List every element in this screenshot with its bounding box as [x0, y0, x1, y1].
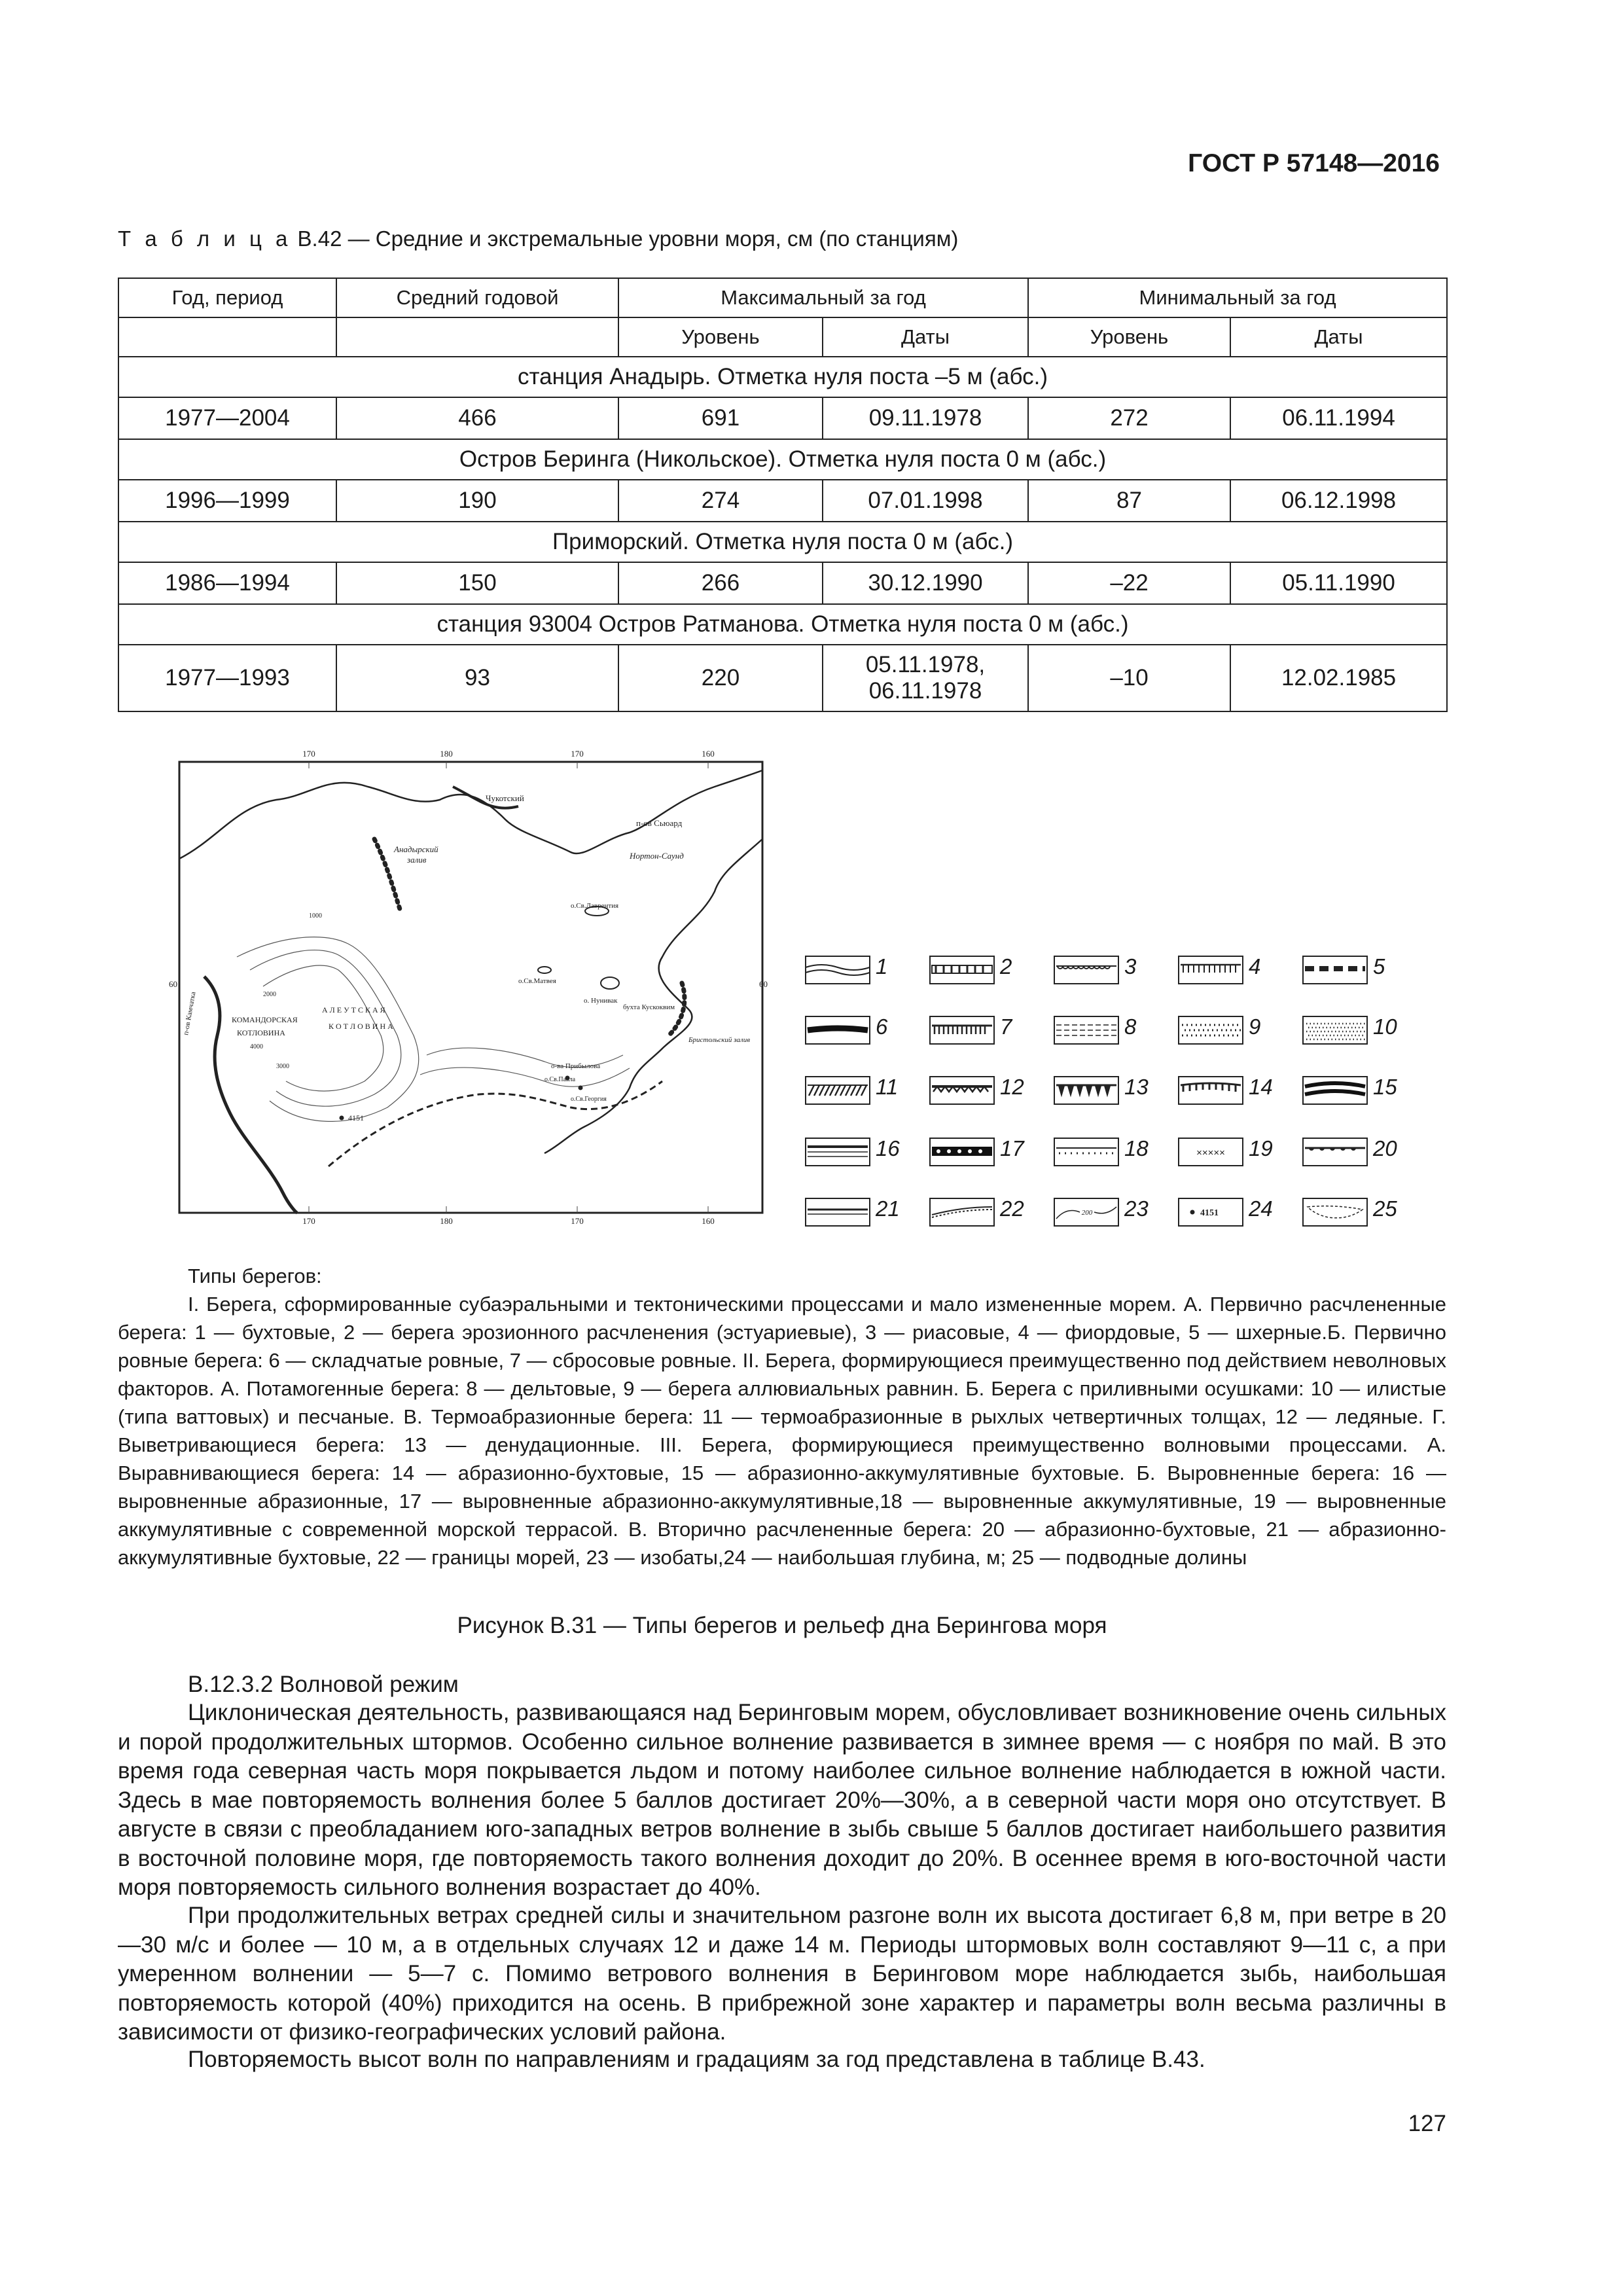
map-label: 4151 [348, 1113, 364, 1122]
legend-number: 3 [1124, 954, 1137, 978]
max-depth-marker [340, 1116, 344, 1120]
legend-number: 19 [1249, 1136, 1273, 1160]
cell-min-date: 06.12.1998 [1230, 480, 1447, 522]
legend-item [929, 949, 1054, 988]
cell-mean: 150 [336, 562, 618, 604]
nunivak-island [601, 977, 619, 989]
legend-number: 22 [1000, 1196, 1024, 1221]
legend-item [1054, 1131, 1178, 1170]
legend-number: 21 [876, 1196, 900, 1221]
cell-max-level: 220 [618, 645, 823, 711]
page-number: 127 [1408, 2111, 1446, 2136]
map-label: КОМАНДОРСКАЯ [232, 1015, 298, 1024]
map-label: Нортон-Саунд [630, 851, 684, 861]
header-mean: Средний годовой [336, 278, 618, 317]
cell-period: 1977—1993 [118, 645, 336, 711]
legend-symbol-11 [805, 1076, 870, 1105]
legend-item [1302, 949, 1427, 988]
legend-item [1054, 1009, 1178, 1049]
legend-number: 8 [1124, 1014, 1137, 1039]
legend-symbol-24 [1178, 1198, 1243, 1227]
legend-symbol-8 [1054, 1016, 1119, 1045]
legend-item [805, 1131, 929, 1170]
lon-label: 180 [440, 1216, 453, 1226]
table-header-row [118, 278, 1447, 317]
document-header: ГОСТ Р 57148—2016 [1188, 149, 1440, 177]
cell-max-date-line: 05.11.1978, [865, 652, 986, 677]
legend-item [1178, 1009, 1302, 1049]
cell-max-level: 274 [618, 480, 823, 522]
legend-number: 20 [1373, 1136, 1397, 1160]
isobath-label: 1000 [309, 912, 322, 920]
legend-symbol-1 [805, 956, 870, 984]
subheader-max-level: Уровень [618, 317, 823, 357]
map-label: о.Св.Павла [544, 1076, 576, 1083]
station-title: станция 93004 Остров Ратманова. Отметка нуля поста 0 м (абс.) [118, 604, 1447, 645]
legend-symbol-17 [929, 1138, 995, 1166]
sea-level-table [118, 278, 1448, 712]
coast-types-title: Типы берегов: [188, 1265, 322, 1287]
map-frame [179, 762, 762, 1213]
isobaths [237, 937, 630, 1122]
lon-label: 170 [302, 1216, 315, 1226]
table-subheader-row [118, 317, 1447, 357]
table-row [118, 480, 1447, 522]
lon-label: 170 [571, 1216, 584, 1226]
legend-item [1178, 1191, 1302, 1230]
legend-item [1054, 949, 1178, 988]
isobath-label: 2000 [263, 991, 276, 998]
legend-symbol-14 [1178, 1076, 1243, 1105]
cell-max-date: 07.01.1998 [823, 480, 1028, 522]
lat-label: 60 [759, 979, 768, 989]
legend-number: 7 [1000, 1014, 1012, 1039]
legend-number: 16 [876, 1136, 900, 1160]
map-legend [805, 949, 1459, 1237]
subheader-max-dates: Даты [823, 317, 1028, 357]
legend-symbol-15 [1302, 1076, 1368, 1105]
lon-label: 160 [702, 1216, 715, 1226]
map-label: о-ва Прибылова [551, 1062, 601, 1070]
legend-item [805, 1069, 929, 1109]
table-caption-text: В.42 — Средние и экстремальные уровни моря, см (по станциям) [297, 226, 959, 251]
map-label: Бристольский залив [688, 1036, 750, 1044]
legend-symbol-5 [1302, 956, 1368, 984]
paragraph: При продолжительных ветрах средней силы и значительном разгоне волн их высота достигает 6,8 м, при ветре в 20—30 м/с и более — 10 м, а в отдельных случаях 12 и даже 14 м. Периоды штормовых волн составляют 9—11 с, а при умеренном волнении — 5—7 с. Помимо ветрового волнения в Беринговом море наблюдается зыбь, наибольшая повторяемость которой (40%) приходится на осень. В прибрежной зоне характер и параметры волн весьма различны в зависимости от физико-географических условий района. [118, 1903, 1446, 2045]
table-row [118, 562, 1447, 604]
header-period: Год, период [118, 278, 336, 317]
section-heading: В.12.3.2 Волновой режим [188, 1672, 459, 1697]
legend-symbol-18 [1054, 1138, 1119, 1166]
cell-min-date: 06.11.1994 [1230, 397, 1447, 439]
station-title: Остров Беринга (Никольское). Отметка нуля поста 0 м (абс.) [118, 439, 1447, 480]
map-label: бухта Кускоквим [623, 1003, 675, 1011]
kamchatka-coast [204, 977, 297, 1213]
station-title: Приморский. Отметка нуля поста 0 м (абс.) [118, 522, 1447, 562]
legend-number: 9 [1249, 1014, 1261, 1039]
table-caption [118, 226, 958, 251]
cell-max-level: 691 [618, 397, 823, 439]
legend-number: 5 [1373, 954, 1385, 978]
legend-symbol-21 [805, 1198, 870, 1227]
cell-mean: 466 [336, 397, 618, 439]
legend-symbol-20 [1302, 1138, 1368, 1166]
cell-min-level: –22 [1028, 562, 1230, 604]
svg-text:×××××: ××××× [1196, 1147, 1225, 1158]
st-george-island [579, 1086, 582, 1090]
legend-number: 6 [876, 1014, 888, 1039]
legend-number: 13 [1124, 1075, 1149, 1099]
matthew-island [538, 967, 551, 973]
legend-symbol-16 [805, 1138, 870, 1166]
lon-label: 180 [440, 749, 453, 759]
legend-symbol-19 [1178, 1138, 1243, 1166]
legend-item [1054, 1069, 1178, 1109]
legend-item [1302, 1009, 1427, 1049]
legend-item [1178, 1069, 1302, 1109]
map-label: Чукотский [486, 793, 524, 803]
legend-symbol-7 [929, 1016, 995, 1045]
legend-number: 4 [1249, 954, 1261, 978]
table-caption-prefix: Т а б л и ц а [118, 226, 292, 251]
legend-number: 2 [1000, 954, 1012, 978]
cell-period: 1977—2004 [118, 397, 336, 439]
legend-number: 15 [1373, 1075, 1397, 1099]
legend-number: 12 [1000, 1075, 1024, 1099]
paragraph: Повторяемость высот волн по направлениям и градациям за год представлена в таблице В.43. [188, 2047, 1205, 2072]
paragraph: Циклоническая деятельность, развивающаяся над Беринговым морем, обусловливает возникновение очень сильных и порой продолжительных штормов. Особенно сильное волнение развивается в зимнее время — с ноября по май. В это время года северная часть моря покрывается льдом и потому наиболее сильное волнение наблюдается в южной части. Здесь в мае повторяемость волнения более 5 баллов достигает 20%—30%, а в северной части моря оно отсутствует. В августе в связи с преобладанием юго-западных ветров волнение в зыбь свыше 5 баллов достигает наибольшего развития в восточной половине моря, где повторяемость такого волнения доходит до 20%. В осеннее время в юго-восточной части моря повторяемость сильного волнения возрастает до 40%. [118, 1700, 1446, 1900]
cell-min-date: 12.02.1985 [1230, 645, 1447, 711]
cell-min-level: 272 [1028, 397, 1230, 439]
map-label: А Л Е У Т С К А Я [322, 1005, 385, 1014]
legend-symbol-25 [1302, 1198, 1368, 1227]
coast-types-explanation [118, 1262, 1446, 1571]
legend-item [805, 1191, 929, 1230]
coast-types-body: I. Берега, сформированные субаэральными и тектоническими процессами и мало измененные морем. А. Первично расчлененные берега: 1 — бухтовые, 2 — берега эрозионного расчленения (эстуариевые), 3 — риасовые, 4 — фиордовые, 5 — шхерные.Б. Первично ровные берега: 6 — складчатые ровные, 7 — сбросовые ровные. II. Берега, формирующиеся преимущественно под действием неволновых факторов. А. Потамогенные берега: 8 — дельтовые, 9 — берега аллювиальных равнин. Б. Берега с приливными осушками: 10 — илистые (типа ваттовых) и песчаные. В. Термоабразионные берега: 11 — термоабразионные в рыхлых четвертичных толщах, 12 — ледяные. Г. Выветривающиеся берега: 13 — денудационные. III. Берега, формирующиеся преимущественно волновыми процессами. А. Выравнивающиеся берега: 14 — абразионно-бухтовые, 15 — абразионно-аккумулятивные бухтовые. Б. Выровненные берега: 16 — выровненные абразионные, 17 — выровненные абразионно-аккумулятивные,18 — выровненные аккумулятивные, 19 — выровненные аккумулятивные с современной морской террасой. В. Вторично расчлененные берега: 20 — абразионно-бухтовые, 21 — абразионно-аккумулятивные бухтовые, 22 — границы морей, 23 — изобаты,24 — наибольшая глубина, м; 25 — подводные долины [118, 1293, 1446, 1569]
bering-sea-map [169, 749, 768, 1226]
legend-number: 1 [876, 954, 888, 978]
map-label: п-ов Камчатка [182, 991, 198, 1036]
legend-item [929, 1009, 1054, 1049]
legend-number: 18 [1124, 1136, 1149, 1160]
legend-item [929, 1069, 1054, 1109]
legend-symbol-3 [1054, 956, 1119, 984]
legend-number: 14 [1249, 1075, 1273, 1099]
lon-label: 170 [571, 749, 584, 759]
table-row [118, 645, 1447, 711]
isobath-label: 3000 [276, 1063, 289, 1070]
legend-item [1178, 1131, 1302, 1170]
map-label: о.Св.Георгия [571, 1096, 607, 1103]
legend-item [1054, 1191, 1178, 1230]
map-label: о. Нунивак [584, 997, 618, 1005]
map-label: КОТЛОВИНА [237, 1028, 285, 1037]
legend-symbol-6 [805, 1016, 870, 1045]
legend-item [1302, 1069, 1427, 1109]
cell-mean: 93 [336, 645, 618, 711]
cell-max-date: 30.12.1990 [823, 562, 1028, 604]
legend-symbol-9 [1178, 1016, 1243, 1045]
svg-text:200: 200 [1081, 1209, 1093, 1217]
cell-min-date: 05.11.1990 [1230, 562, 1447, 604]
isobath-label: 4000 [250, 1043, 263, 1050]
lat-label: 60 [169, 979, 177, 989]
chukotka-coast [179, 770, 762, 859]
legend-item [805, 949, 929, 988]
legend-number: 17 [1000, 1136, 1024, 1160]
map-label: о.Св.Матвея [518, 977, 556, 985]
map-label: о.Св.Лаврентия [571, 902, 619, 910]
lon-label: 170 [302, 749, 315, 759]
legend-item [929, 1131, 1054, 1170]
cell-mean: 190 [336, 480, 618, 522]
legend-symbol-10 [1302, 1016, 1368, 1045]
cell-max-level: 266 [618, 562, 823, 604]
legend-symbol-12 [929, 1076, 995, 1105]
svg-text:4151: 4151 [1200, 1208, 1219, 1218]
cell-max-date: 09.11.1978 [823, 397, 1028, 439]
subheader-empty [118, 317, 336, 357]
legend-number: 24 [1249, 1196, 1273, 1221]
cell-period: 1996—1999 [118, 480, 336, 522]
legend-symbol-4 [1178, 956, 1243, 984]
legend-symbol-13 [1054, 1076, 1119, 1105]
figure-caption: Рисунок В.31 — Типы берегов и рельеф дна Берингова моря [457, 1613, 1107, 1638]
cell-max-date [823, 645, 1028, 711]
legend-item [1178, 949, 1302, 988]
legend-item [929, 1191, 1054, 1230]
subheader-min-dates: Даты [1230, 317, 1447, 357]
legend-number: 25 [1373, 1196, 1397, 1221]
table-row [118, 397, 1447, 439]
map-label: залив [407, 855, 427, 865]
aleutian-arc [329, 1081, 662, 1166]
subheader-empty [336, 317, 618, 357]
alaska-coast [544, 839, 762, 1153]
legend-item [1302, 1131, 1427, 1170]
map-label: К О Т Л О В И Н А [329, 1022, 393, 1031]
station-title: станция Анадырь. Отметка нуля поста –5 м (абс.) [118, 357, 1447, 397]
legend-number: 10 [1373, 1014, 1397, 1039]
legend-symbol-23 [1054, 1198, 1119, 1227]
cell-min-level: 87 [1028, 480, 1230, 522]
map-label: Анадырский [394, 844, 438, 854]
header-max: Максимальный за год [618, 278, 1028, 317]
lon-label: 160 [702, 749, 715, 759]
legend-symbol-2 [929, 956, 995, 984]
legend-item [805, 1009, 929, 1049]
legend-symbol-22 [929, 1198, 995, 1227]
legend-number: 11 [876, 1075, 899, 1099]
cell-period: 1986—1994 [118, 562, 336, 604]
cell-max-date-line: 06.11.1978 [868, 678, 982, 704]
map-label: п-ов Сьюард [636, 818, 683, 828]
header-min: Минимальный за год [1028, 278, 1447, 317]
legend-item [1302, 1191, 1427, 1230]
cell-min-level: –10 [1028, 645, 1230, 711]
legend-number: 23 [1124, 1196, 1149, 1221]
subheader-min-level: Уровень [1028, 317, 1230, 357]
